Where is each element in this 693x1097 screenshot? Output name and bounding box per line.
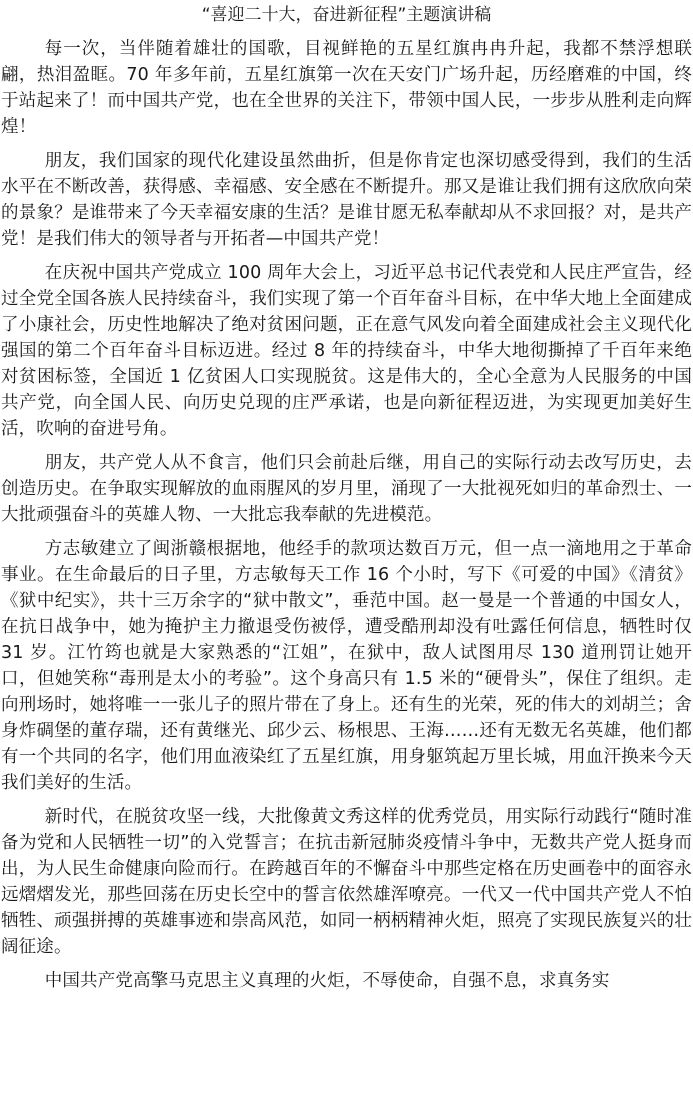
document-title: “喜迎二十大，奋进新征程”主题演讲稿 bbox=[201, 5, 492, 25]
paragraph-6: 新时代，在脱贫攻坚一线，大批像黄文秀这样的优秀党员，用实际行动践行“随时准备为党和人民牺牲一切”的入党誓言；在抗击新冠肺炎疫情斗争中，无数共产党人挺身而出，为人民生命健康向险而行。在跨越百年的不懈奋斗中那些定格在历史画卷中的面容永远熠熠发光，那些回荡在历史长空中的誓言依然雄浑嘹亮。一代又一代中国共产党人不怕牺牲、顽强拼搏的英雄事迹和崇高风范，如同一柄柄精神火炬，照亮了实现民族复兴的壮阔征途。 bbox=[1, 807, 692, 957]
paragraph-5: 方志敏建立了闽浙赣根据地，他经手的款项达数百万元，但一点一滴地用之于革命事业。在生命最后的日子里，方志敏每天工作 16 个小时，写下《可爱的中国》《清贫》《狱中纪实》，共十三万余字的“狱中散文”，垂范中国。赵一曼是一个普通的中国女人，在抗日战争中，她为掩护主力撤退受伤被俘，遭受酷刑却没有吐露任何信息，牺牲时仅 31 岁。江竹筠也就是大家熟悉的“江姐”，在狱中，敌人试图用尽 130 道刑罚让她开口，但她笑称“毒刑是太小的考验”。这个身高只有 1.5 米的“硬骨头”，保住了组织。走向刑场时，她将唯一一张儿子的照片带在了身上。还有生的光荣，死的伟大的刘胡兰；舍身炸碉堡的董存瑞，还有黄继光、邱少云、杨根思、王海……还有无数无名英雄，他们都有一个共同的名字，他们用血液染红了五星红旗，用身躯筑起万里长城，用血汗换来今天我们美好的生活。 bbox=[1, 539, 692, 793]
paragraph-7: 中国共产党高擎马克思主义真理的火炬，不辱使命，自强不息，求真务实 bbox=[44, 971, 610, 991]
paragraph-2: 朋友，我们国家的现代化建设虽然曲折，但是你肯定也深切感受得到，我们的生活水平在不断改善，获得感、幸福感、安全感在不断提升。那又是谁让我们拥有这欣欣向荣的景象？是谁带来了今天幸福安康的生活？是谁甘愿无私奉献却从不求回报？对，是共产党！是我们伟大的领导者与开拓者—中国共产党！ bbox=[1, 151, 692, 249]
paragraph-3: 在庆祝中国共产党成立 100 周年大会上，习近平总书记代表党和人民庄严宣告，经过全党全国各族人民持续奋斗，我们实现了第一个百年奋斗目标，在中华大地上全面建成了小康社会，历史性地解决了绝对贫困问题，正在意气风发向着全面建成社会主义现代化强国的第二个百年奋斗目标迈进。经过 8 年的持续奋斗，中华大地彻撕掉了千百年来绝对贫困标签，全国近 1 亿贫困人口实现脱贫。这是伟大的，全心全意为人民服务的中国共产党，向全国人民、向历史兑现的庄严承诺，也是向新征程迈进，为实现更加美好生活，吹响的奋进号角。 bbox=[1, 263, 692, 439]
paragraph-1: 每一次，当伴随着雄壮的国歌，目视鲜艳的五星红旗冉冉升起，我都不禁浮想联翩，热泪盈眶。70 年多年前，五星红旗第一次在天安门广场升起，历经磨难的中国，终于站起来了！而中国共产党，也在全世界的关注下，带领中国人民，一步步从胜利走向辉煌！ bbox=[1, 39, 692, 137]
paragraph-4: 朋友，共产党人从不食言，他们只会前赴后继，用自己的实际行动去改写历史，去创造历史。在争取实现解放的血雨腥风的岁月里，涌现了一大批视死如归的革命烈士、一大批顽强奋斗的英雄人物、一大批忘我奉献的先进模范。 bbox=[1, 453, 692, 525]
